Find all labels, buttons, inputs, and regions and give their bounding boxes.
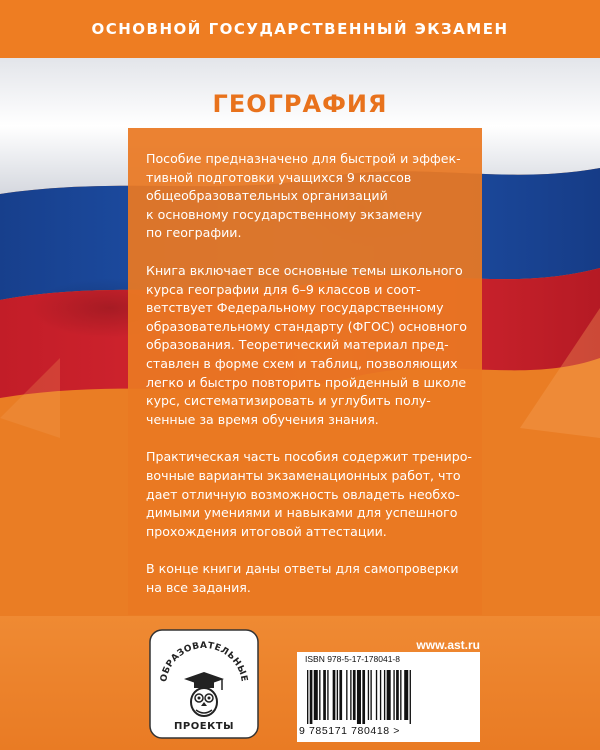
barcode-number: 9 785171 780418 > <box>299 725 400 737</box>
barcode-bars <box>307 670 467 724</box>
subject-title: ГЕОГРАФИЯ <box>212 90 388 118</box>
publisher-website: www.ast.ru <box>416 638 480 652</box>
publisher-logo <box>148 628 260 740</box>
description-paragraph: Пособие предназначено для быстрой и эффек- тивной подготовки учащихся 9 классов общеобразовательных организаций к основному государственному экзамену по географии. <box>146 151 461 241</box>
barcode-box <box>297 652 480 742</box>
description-text <box>146 150 476 616</box>
description-paragraph: Практическая часть пособия содержит трениро- вочные варианты экзаменационных работ, что дает отличную возможность овладеть необхо- димыми умениями и навыками для успешного прохождения итоговой аттестации. <box>146 449 472 539</box>
logo-arc-text: ОБРАЗОВАТЕЛЬНЫЕ <box>159 640 249 683</box>
isbn-label: ISBN 978-5-17-178041-8 <box>305 654 400 664</box>
logo-bottom-text: ПРОЕКТЫ <box>174 721 234 732</box>
description-paragraph: В конце книги даны ответы для самопроверки на все задания. <box>146 561 459 595</box>
series-title: ОСНОВНОЙ ГОСУДАРСТВЕННЫЙ ЭКЗАМЕН <box>91 20 509 38</box>
series-banner <box>0 0 600 58</box>
description-paragraph: Книга включает все основные темы школьного курса географии для 6–9 классов и соот- ветствует Федеральному государственному образовательному стандарту (ФГОС) основного образования. Теоретический материал пред- ставлен в форме схем и таблиц, позволяющих легко и быстро повторить пройденный в школе курс, систематизировать и углубить полу- ченные за время обучения знания. <box>146 262 467 427</box>
